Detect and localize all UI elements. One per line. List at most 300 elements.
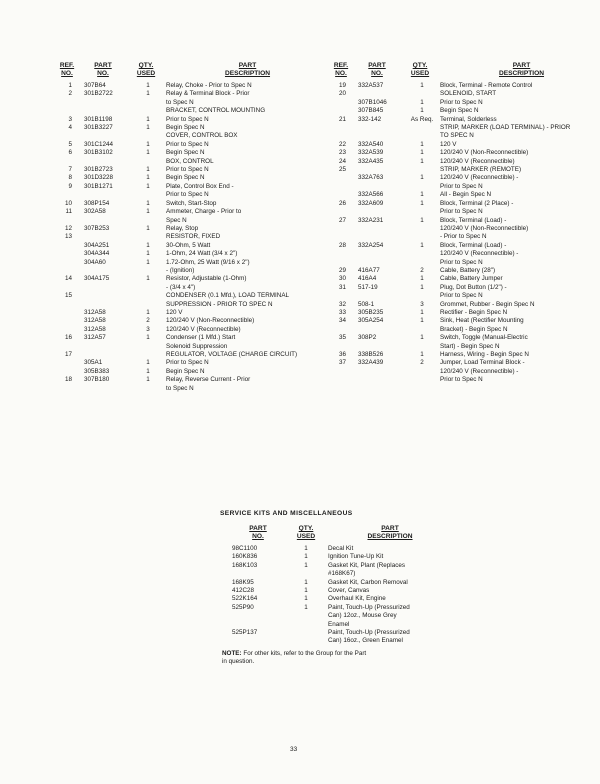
part-cell: 301B3102 [84,149,113,157]
ref-cell: 11 [65,208,72,216]
table-row [330,301,600,309]
description-cell: 120/240 V (Non-Reconnectible) [166,317,255,325]
part-cell: 304A344 [84,250,110,258]
qty-cell: 1 [420,334,424,342]
qty-cell: 2 [420,266,424,274]
ref-cell: 15 [64,292,72,300]
table-row [330,200,600,217]
description-cell: 120 V [166,308,183,316]
description-cell: Gasket Kit, Plant (Replaces #168K67) [328,561,405,578]
table-row [330,149,600,157]
qty-cell: 1 [420,216,424,224]
header-text: REF. [59,62,75,69]
qty-cell: 1 [146,376,150,384]
description-cell: Plug, Dot Button (1/2") - Prior to Spec N [440,283,507,300]
ref-cell [56,158,78,166]
header-text: QTY. [298,525,314,532]
ref-cell [56,250,78,258]
table-header [56,62,331,82]
ref-cell: 28 [338,241,346,249]
section-title: SERVICE KITS AND MISCELLANEOUS [220,510,353,517]
header-text: DESCRIPTION [224,70,271,77]
description-cell: Plate, Control Box End - Prior to Spec N [166,182,234,199]
part-description-header [328,525,452,545]
description-cell: BOX, CONTROL [166,157,214,165]
part-cell [78,132,130,140]
part-cell: 332A231 [358,216,384,224]
description-cell: BRACKET, CONTROL MOUNTING [166,107,266,115]
table-row [330,191,600,199]
header-text: NO. [252,533,264,540]
part-no-header [232,525,284,545]
group-heading-row [56,158,331,166]
qty-cell: 1 [146,258,150,266]
qty-cell: 1 [146,250,150,258]
table-row [56,326,331,334]
ref-cell: 13 [64,233,72,241]
qty-cell: 1 [420,82,424,89]
table-row [56,376,331,393]
ref-cell [56,368,78,376]
table-row [330,158,600,166]
qty-cell [130,132,166,140]
description-cell: Relay, Reverse Current - Prior to Spec N [166,376,251,392]
ref-cell [330,99,352,107]
description-cell: Prior to Spec N [166,166,209,174]
description-cell: Switch, Toggle (Manual-Electric Start) - Begin Spec N [440,334,528,350]
part-cell: 301B1198 [84,115,113,123]
qty-cell: 1 [146,182,150,190]
description-cell: 1.72-Ohm, 25 Watt (9/16 x 2") - (Ignition) [166,258,250,274]
ref-no-header [56,62,78,82]
table-row [56,166,331,174]
part-cell: 305B235 [358,308,384,316]
description-cell: Ammeter, Charge - Prior to Spec N [166,208,242,224]
table-row [330,99,600,107]
table-row [56,359,331,367]
qty-cell [130,233,166,241]
header-text: PART [381,525,399,532]
ref-cell: 36 [338,351,346,358]
description-cell: Prior to Spec N [440,98,483,106]
table-row [232,579,452,587]
qty-used-header [284,525,328,545]
ref-cell: 7 [68,166,72,174]
ref-cell: 25 [338,166,346,174]
part-cell: 332A566 [358,191,384,199]
ref-cell [330,107,352,115]
qty-cell [284,629,328,646]
table-row [330,107,600,115]
table-row [232,595,452,603]
qty-cell: 1 [146,308,150,316]
part-cell [78,233,130,241]
header-text: USED [410,70,430,77]
qty-cell: 1 [304,553,308,561]
group-heading-row [56,132,331,140]
ref-cell: 24 [338,157,346,165]
part-cell [78,158,130,166]
table-row [56,259,331,276]
header-text: NO. [335,70,347,77]
part-cell: 301B3227 [84,124,113,132]
ref-cell: 1 [68,82,72,89]
table-row [56,275,331,292]
table-row [232,545,452,553]
table-row [330,317,600,334]
description-cell: Paint, Touch-Up (Pressurized Can) 12oz., Mouse Grey Enamel [328,603,410,628]
description-cell: Condenser (1 Mfd.) Start Solenoid Suppression [166,334,236,350]
header-text: USED [136,70,156,77]
table-row [330,267,600,275]
description-cell: Block, Terminal (2 Place) - Prior to Spec N [440,199,514,216]
part-cell: 332A763 [358,174,384,182]
table-row [56,200,331,208]
ref-cell: 29 [338,266,346,274]
description-cell: 1-Ohm, 24 Watt (3/4 x 2") [166,250,238,258]
ref-cell: 8 [68,174,72,182]
part-no-header [352,62,402,82]
parts-list-right-column [330,62,600,385]
description-cell: COVER, CONTROL BOX [166,132,238,140]
qty-cell: 1 [420,98,424,106]
table-row [330,242,600,267]
part-cell: 308P2 [358,334,377,342]
description-cell: Gasket Kit, Carbon Removal [328,578,408,586]
description-cell: Resistor, Adjustable (1-Ohm) - (3/4 x 4") [166,275,247,291]
part-cell: 301B1271 [84,182,113,190]
part-cell: 307B253 [84,224,110,232]
part-cell: 416A4 [358,275,377,283]
ref-cell [330,191,352,199]
table-row [56,225,331,233]
qty-cell [130,351,166,359]
table-row [56,183,331,200]
header-text: QTY. [412,62,428,69]
part-cell: 332A539 [358,149,384,157]
qty-used-header [128,62,164,82]
description-cell: Begin Spec N [166,149,205,157]
table-header [330,62,600,82]
ref-cell: 18 [64,376,72,384]
header-text: DESCRIPTION [367,533,413,540]
part-cell: 525P137 [232,629,258,637]
qty-cell [130,107,166,115]
ref-cell: 23 [338,149,346,157]
description-cell: Overhaul Kit, Engine [328,595,386,603]
qty-cell: 1 [146,82,150,89]
part-cell: 332-142 [358,115,382,123]
qty-cell: 1 [146,241,150,249]
table-row [330,275,600,283]
qty-cell: 2 [420,359,424,367]
part-cell: 308P154 [84,199,110,207]
ref-cell: 31 [338,283,346,291]
part-cell: 168K95 [232,578,254,586]
table-row [232,553,452,561]
description-cell: Relay & Terminal Block - Prior to Spec N [166,90,250,106]
description-cell: CONDENSER (0.1 Mfd.), LOAD TERMINAL SUPPRESSION - PRIOR TO SPEC N [166,292,290,308]
qty-cell: 1 [146,359,150,367]
description-cell: 120/240 V (Reconnectible) [166,325,241,333]
kit-rows [232,545,452,646]
qty-cell [130,158,166,166]
qty-cell: 1 [420,140,424,148]
qty-cell: 1 [146,367,150,375]
parts-rows-left [56,82,331,393]
note-text: For other kits, refer to the Group for the Part in question. [222,649,367,666]
qty-cell: 1 [146,208,150,216]
qty-cell: 1 [420,191,424,199]
table-row [56,208,331,225]
description-cell: Decal Kit [328,545,354,552]
ref-no-header [330,62,352,82]
part-cell: 301B2723 [84,166,113,174]
part-cell: 412C28 [232,587,255,595]
ref-cell: 33 [338,308,346,316]
part-cell: 301C1244 [84,140,114,148]
table-row [330,359,600,384]
ref-cell: 5 [68,140,72,148]
header-text: PART [512,62,531,69]
part-cell: 98C1100 [232,545,258,552]
description-cell: Begin Spec N [440,107,479,115]
part-no-header [78,62,128,82]
table-row [330,174,600,191]
table-row [56,82,331,90]
ref-cell: 19 [338,82,346,89]
ref-cell [330,124,352,141]
part-cell: 312A57 [84,334,106,342]
group-heading-row [330,90,600,98]
ref-cell: 26 [338,199,346,207]
ref-cell: 22 [338,140,346,148]
part-cell: 338B526 [358,351,384,358]
table-row [330,82,600,90]
part-cell [352,124,404,141]
table-row [330,351,600,359]
description-cell: Prior to Spec N [166,115,209,123]
header-text: DESCRIPTION [498,70,545,77]
header-text: USED [296,533,316,540]
ref-cell: 14 [64,275,72,283]
group-heading-row [56,233,331,241]
ref-cell [56,132,78,140]
table-row [56,116,331,124]
qty-cell: 1 [304,561,308,569]
header-text: NO. [97,70,109,77]
part-cell: 302A58 [84,208,106,216]
qty-cell: 1 [420,157,424,165]
description-cell: Relay, Stop [166,224,199,232]
table-row [56,250,331,258]
part-cell: 305A1 [84,359,103,367]
description-cell: STRIP, MARKER (REMOTE) [440,166,522,174]
qty-cell: 1 [146,166,150,174]
description-cell: Block, Terminal - Remote Control [440,82,533,89]
parts-list-left-column [56,62,331,393]
qty-cell: 1 [420,308,424,316]
description-cell: Prior to Spec N [166,140,209,148]
ref-cell [330,174,352,191]
description-cell: Cover, Canvas [328,587,370,595]
description-cell: Block, Terminal (Load) - 120/240 V (Non-Reconnectible) - Prior to Spec N [440,216,529,241]
qty-cell: 1 [420,275,424,283]
note-label: NOTE: [222,649,242,657]
description-cell: All - Begin Spec N [440,191,492,199]
part-cell: 307B845 [358,107,384,115]
header-text: NO. [371,70,383,77]
part-cell: 332A537 [358,82,384,89]
description-cell: Sink, Heat (Rectifier Mounting Bracket) - Begin Spec N [440,317,524,333]
qty-cell [130,292,166,309]
header-text: QTY. [138,62,154,69]
part-cell: 305B383 [84,367,110,375]
qty-used-header [402,62,438,82]
description-cell: 120/240 V (Reconnectible) [440,157,515,165]
part-description-header [438,62,600,82]
description-cell: REGULATOR, VOLTAGE (CHARGE CIRCUIT) [166,351,298,358]
table-row [330,334,600,351]
group-heading-row [330,166,600,174]
ref-cell: 2 [68,90,72,98]
description-cell: Ignition Tune-Up Kit [328,553,384,561]
ref-cell [56,259,78,276]
group-heading-row [56,107,331,115]
part-cell: 301D3228 [84,174,114,182]
qty-cell: 1 [146,149,150,157]
ref-cell: 27 [338,216,346,224]
table-row [56,174,331,182]
ref-cell [56,326,78,334]
part-cell: 332A439 [358,359,384,367]
part-description-header [164,62,331,82]
description-cell: 120/240 V (Reconnectible) - Prior to Spec N [440,174,519,190]
qty-cell: 1 [146,275,150,283]
part-cell: 307B180 [84,376,110,384]
part-cell [352,90,404,98]
ref-cell [56,242,78,250]
description-cell: Begin Spec N [166,367,205,375]
header-text: PART [249,525,267,532]
qty-cell: 1 [146,334,150,342]
group-heading-row [56,351,331,359]
qty-cell: 3 [420,300,424,308]
description-cell: Harness, Wiring - Begin Spec N [440,351,529,358]
ref-cell: 35 [338,334,346,342]
part-cell: 304A60 [84,258,106,266]
part-cell: 305A254 [358,317,384,325]
part-cell: 525P90 [232,603,254,611]
qty-cell: 1 [146,140,150,148]
table-row [56,242,331,250]
description-cell: Relay, Choke - Prior to Spec N [166,82,252,89]
description-cell: Terminal, Solderless [440,115,497,123]
description-cell: RESISTOR, FIXED [166,233,221,241]
part-cell: 416A77 [358,266,380,274]
description-cell: 120 V [440,140,457,148]
note [222,650,442,667]
part-cell: 332A540 [358,140,384,148]
ref-cell: 4 [68,124,72,132]
qty-cell: 1 [304,545,308,552]
description-cell: 120/240 V (Non-Reconnectible) [440,149,529,157]
qty-cell: 1 [420,283,424,291]
ref-cell: 34 [338,317,346,325]
qty-cell: 1 [420,199,424,207]
ref-cell [56,309,78,317]
table-row [232,562,452,579]
description-cell: STRIP, MARKER (LOAD TERMINAL) - PRIOR TO SPEC N [440,124,571,140]
ref-cell: 16 [64,334,72,342]
table-row [56,309,331,317]
part-cell: 312A58 [84,325,106,333]
table-row [330,116,600,124]
table-row [56,124,331,132]
parts-rows-right [330,82,600,385]
group-heading-row [330,124,600,141]
qty-cell [404,166,440,174]
qty-cell: 1 [420,317,424,325]
ref-cell: 6 [68,149,72,157]
header-text: PART [238,62,257,69]
description-cell: Begin Spec N [166,124,205,132]
part-cell: 168K103 [232,561,258,569]
description-cell: Cable, Battery Jumper [440,275,503,283]
part-cell: 304A175 [84,275,110,283]
part-cell: 332A435 [358,157,384,165]
part-cell: 517-19 [358,283,378,291]
description-cell: Switch, Start-Stop [166,199,217,207]
description-cell: Cable, Battery (28") [440,266,496,274]
qty-cell: 3 [146,325,150,333]
description-cell: Paint, Touch-Up (Pressurized Can) 16oz., Green Enamel [328,629,410,645]
ref-cell [56,317,78,325]
table-header [232,525,452,545]
qty-cell: 1 [420,149,424,157]
ref-cell: 20 [338,90,346,98]
part-cell: 160K836 [232,553,258,561]
qty-cell: 1 [304,587,308,595]
part-cell: 304A251 [84,241,110,249]
part-cell: 332A609 [358,199,384,207]
table-row [56,317,331,325]
description-cell: Begin Spec N [166,174,205,182]
qty-cell: 1 [304,578,308,586]
service-kits-section [220,510,452,667]
part-cell [352,166,404,174]
description-cell: Rectifier - Begin Spec N [440,308,508,316]
header-text: PART [94,62,112,69]
table-row [330,217,600,242]
ref-cell: 32 [338,300,346,308]
qty-cell: 1 [146,199,150,207]
ref-cell: 9 [68,182,72,190]
qty-cell: 1 [146,90,150,98]
ref-cell [56,359,78,367]
description-cell: Prior to Spec N [166,359,209,367]
table-row [56,368,331,376]
qty-cell: 1 [420,241,424,249]
part-cell: 307B64 [84,82,106,89]
table-row [56,141,331,149]
ref-cell: 3 [68,115,72,123]
qty-cell: 2 [146,317,150,325]
description-cell: SOLENOID, START [440,90,497,98]
description-cell: 30-Ohm, 5 Watt [166,241,211,249]
qty-cell: 1 [304,603,308,611]
qty-cell: 1 [146,115,150,123]
